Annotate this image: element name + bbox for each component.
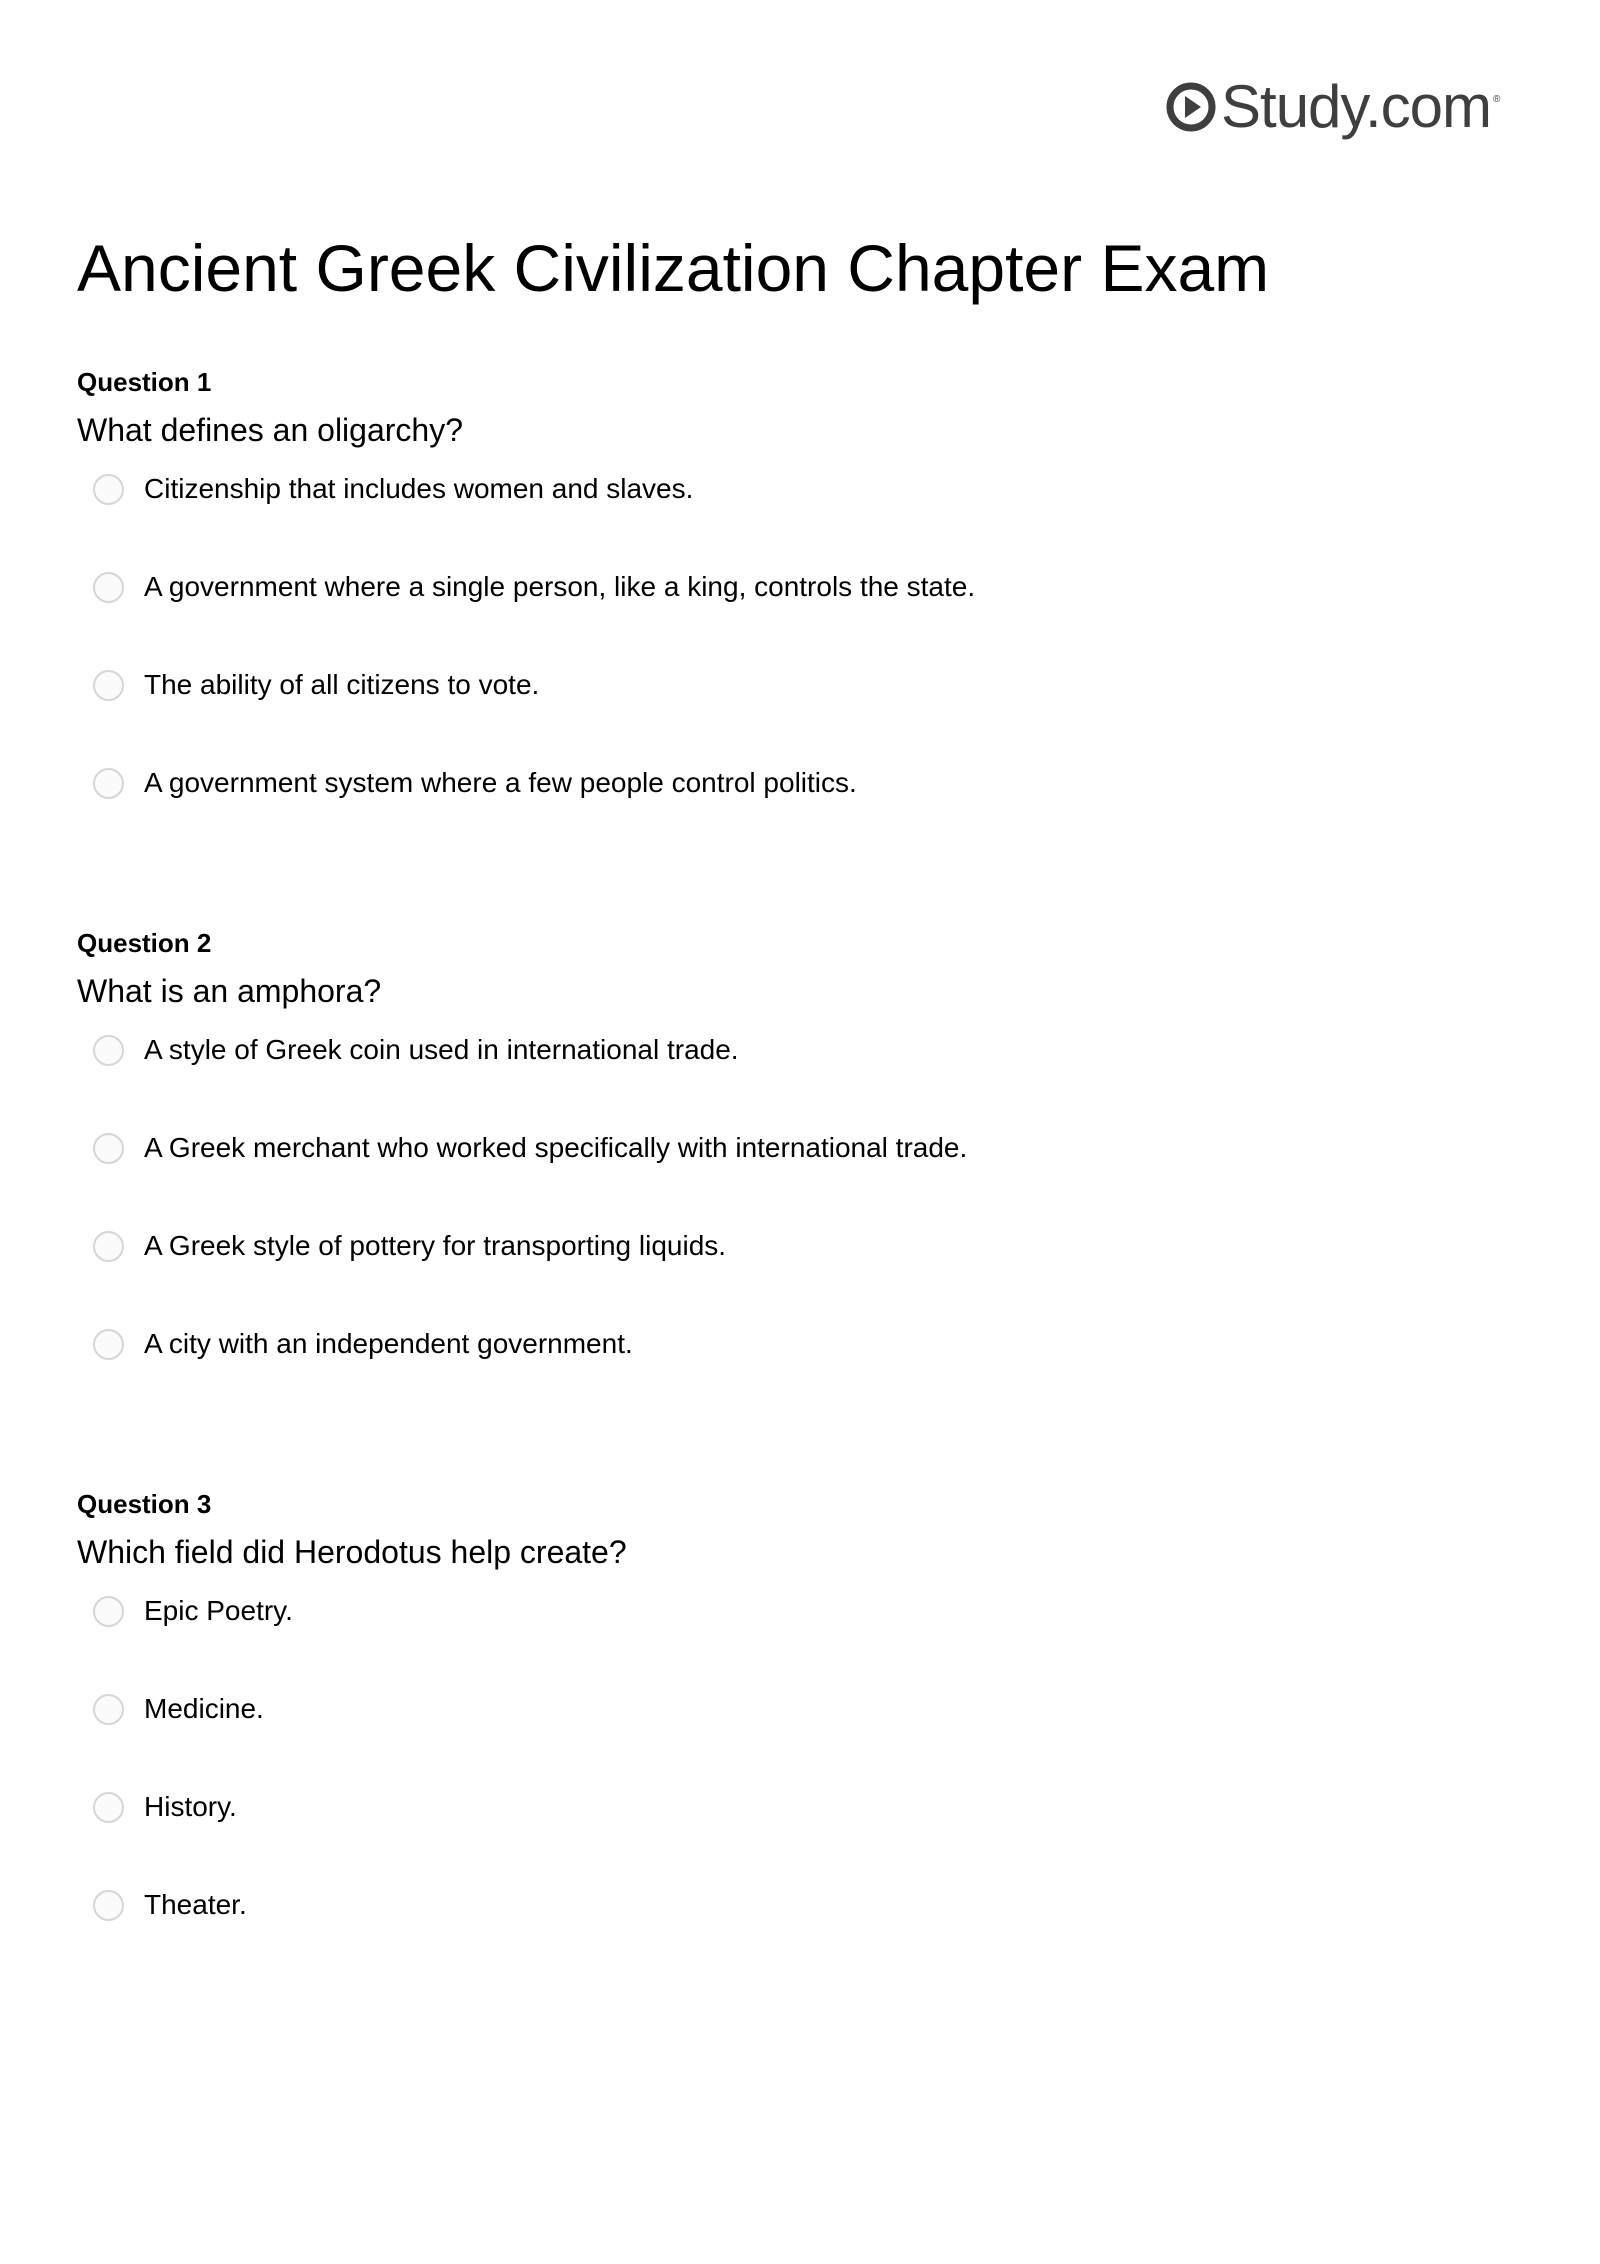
answer-option-label: The ability of all citizens to vote.: [144, 669, 540, 700]
radio-button[interactable]: [93, 1329, 124, 1360]
answer-option-label: History.: [144, 1791, 237, 1822]
answer-option[interactable]: [77, 1032, 1517, 1068]
answer-option[interactable]: [77, 1691, 1517, 1727]
answer-option-label: Medicine.: [144, 1693, 264, 1724]
question-2: [77, 928, 1517, 1362]
radio-button[interactable]: [93, 1596, 124, 1627]
answer-option[interactable]: [77, 1228, 1517, 1264]
answer-option[interactable]: [77, 765, 1517, 801]
study-com-logo: [1165, 73, 1501, 140]
answer-option-label: Theater.: [144, 1889, 247, 1920]
answer-option[interactable]: [77, 1130, 1517, 1166]
answer-option-label: Citizenship that includes women and slaves.: [144, 473, 694, 504]
answer-option[interactable]: [77, 1887, 1517, 1923]
radio-button[interactable]: [93, 1694, 124, 1725]
radio-button[interactable]: [93, 1792, 124, 1823]
question-1: [77, 367, 1517, 801]
answer-option-label: A Greek style of pottery for transporting liquids.: [144, 1230, 727, 1261]
radio-button[interactable]: [93, 670, 124, 701]
answer-option[interactable]: [77, 1789, 1517, 1825]
radio-button[interactable]: [93, 768, 124, 799]
question-text: What is an amphora?: [77, 973, 382, 1009]
answer-option[interactable]: [77, 569, 1517, 605]
answer-options: [77, 1032, 1517, 1362]
registered-mark: ®: [1493, 94, 1501, 105]
answer-options: [77, 471, 1517, 801]
question-3: [77, 1489, 1517, 1923]
question-label: Question 3: [77, 1489, 212, 1519]
question-label: Question 2: [77, 928, 212, 958]
answer-option-label: Epic Poetry.: [144, 1595, 293, 1626]
question-text: Which field did Herodotus help create?: [77, 1534, 627, 1570]
page-title: Ancient Greek Civilization Chapter Exam: [77, 231, 1270, 305]
radio-button[interactable]: [93, 1035, 124, 1066]
answer-option-label: A style of Greek coin used in international trade.: [144, 1034, 739, 1065]
answer-option-label: A Greek merchant who worked specifically with international trade.: [144, 1132, 968, 1163]
question-label: Question 1: [77, 367, 212, 397]
radio-button[interactable]: [93, 474, 124, 505]
answer-option[interactable]: [77, 1326, 1517, 1362]
answer-option-label: A government system where a few people control politics.: [144, 767, 857, 798]
question-text: What defines an oligarchy?: [77, 412, 463, 448]
answer-option[interactable]: [77, 471, 1517, 507]
answer-option-label: A city with an independent government.: [144, 1328, 633, 1359]
logo-text: Study.com: [1221, 73, 1491, 140]
play-circle-icon: [1165, 81, 1217, 133]
radio-button[interactable]: [93, 1890, 124, 1921]
answer-option[interactable]: [77, 1593, 1517, 1629]
answer-option[interactable]: [77, 667, 1517, 703]
answer-options: [77, 1593, 1517, 1923]
answer-option-label: A government where a single person, like a king, controls the state.: [144, 571, 976, 602]
radio-button[interactable]: [93, 1231, 124, 1262]
radio-button[interactable]: [93, 1133, 124, 1164]
radio-button[interactable]: [93, 572, 124, 603]
